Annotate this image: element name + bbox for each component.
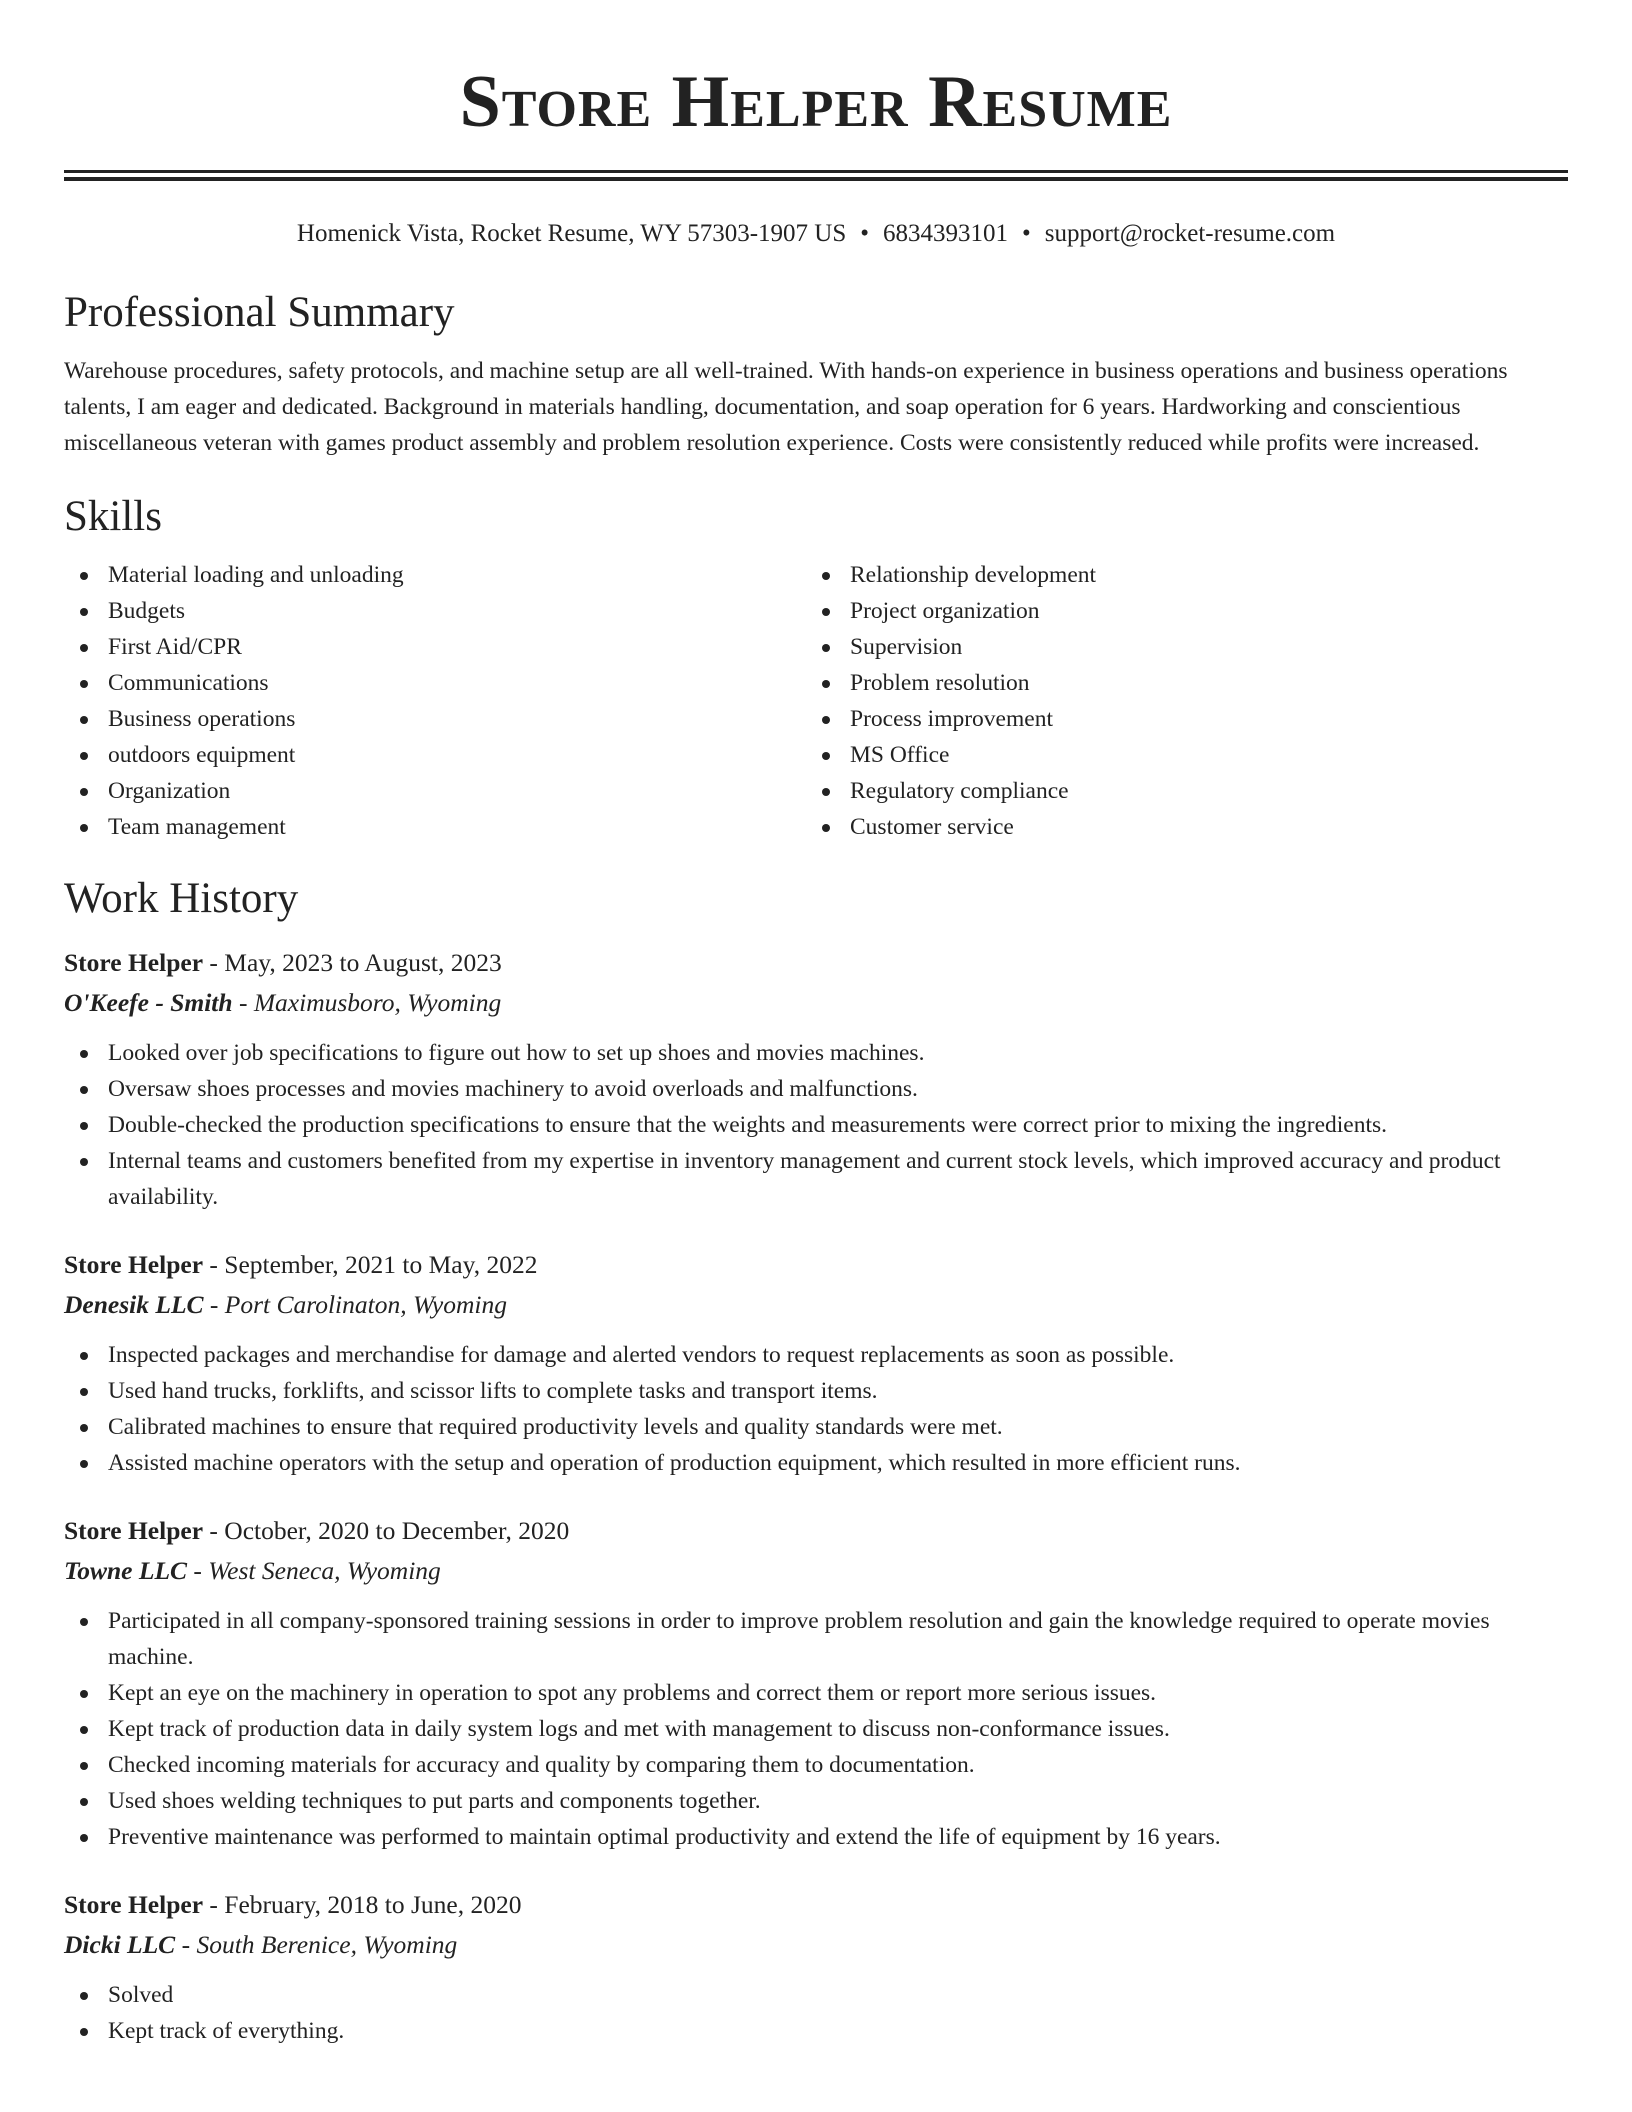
skill-item: outdoors equipment bbox=[64, 737, 806, 773]
job-entry bbox=[64, 1885, 1568, 2049]
job-bullets bbox=[64, 1035, 1568, 1215]
company-line bbox=[64, 983, 1568, 1023]
contact-address: Homenick Vista, Rocket Resume, WY 57303-1907 US bbox=[296, 220, 847, 247]
skills-list bbox=[64, 557, 1568, 845]
skill-item: Process improvement bbox=[806, 701, 1548, 737]
job-dates: - September, 2021 to May, 2022 bbox=[209, 1250, 538, 1279]
job-dates: - May, 2023 to August, 2023 bbox=[209, 948, 502, 977]
company-line bbox=[64, 1285, 1568, 1325]
resume-title: Store Helper Resume bbox=[459, 61, 1173, 143]
company-name: Dicki LLC bbox=[64, 1930, 176, 1959]
contact-email[interactable]: support@rocket-resume.com bbox=[1044, 220, 1336, 247]
job-bullet: Checked incoming materials for accuracy and quality by comparing them to documentation. bbox=[64, 1747, 1568, 1783]
job-bullet: Kept track of production data in daily system logs and met with management to discuss non-conformance issues. bbox=[64, 1711, 1568, 1747]
company-location: - Maximusboro, Wyoming bbox=[238, 988, 502, 1017]
skill-item: Regulatory compliance bbox=[806, 773, 1548, 809]
skill-item: Problem resolution bbox=[806, 665, 1548, 701]
skill-item: Project organization bbox=[806, 593, 1548, 629]
contact-phone: 6834393101 bbox=[883, 220, 1009, 247]
job-entry bbox=[64, 943, 1568, 1215]
job-title: Store Helper bbox=[64, 1890, 204, 1919]
job-bullet: Double-checked the production specifications to ensure that the weights and measurements were correct prior to mixing the ingredients. bbox=[64, 1107, 1568, 1143]
work-history-heading: Work History bbox=[64, 875, 299, 922]
company-name: Denesik LLC bbox=[64, 1290, 204, 1319]
job-bullet: Kept track of everything. bbox=[64, 2013, 1568, 2049]
company-location: - Port Carolinaton, Wyoming bbox=[209, 1290, 507, 1319]
skills-heading: Skills bbox=[64, 493, 162, 540]
contact-separator: • bbox=[1022, 220, 1031, 247]
job-bullets bbox=[64, 1977, 1568, 2049]
job-bullet: Looked over job specifications to figure out how to set up shoes and movies machines. bbox=[64, 1035, 1568, 1071]
skill-item: First Aid/CPR bbox=[64, 629, 806, 665]
job-dates: - February, 2018 to June, 2020 bbox=[209, 1890, 522, 1919]
skill-item: Material loading and unloading bbox=[64, 557, 806, 593]
job-title-line bbox=[64, 1885, 1568, 1925]
job-bullet: Oversaw shoes processes and movies machinery to avoid overloads and malfunctions. bbox=[64, 1071, 1568, 1107]
job-bullets bbox=[64, 1603, 1568, 1855]
job-bullet: Internal teams and customers benefited from my expertise in inventory management and current stock levels, which improved accuracy and product availability. bbox=[64, 1143, 1568, 1215]
title-divider bbox=[64, 170, 1568, 181]
skill-item: Team management bbox=[64, 809, 806, 845]
job-bullet: Participated in all company-sponsored training sessions in order to improve problem resolution and gain the knowledge required to operate movies machine. bbox=[64, 1603, 1568, 1675]
job-bullet: Assisted machine operators with the setup and operation of production equipment, which resulted in more efficient runs. bbox=[64, 1445, 1568, 1481]
job-bullet: Used shoes welding techniques to put parts and components together. bbox=[64, 1783, 1568, 1819]
job-title: Store Helper bbox=[64, 948, 204, 977]
contact-separator: • bbox=[860, 220, 870, 247]
summary-heading: Professional Summary bbox=[64, 289, 455, 336]
company-name: O'Keefe - Smith bbox=[64, 988, 233, 1017]
skill-item: Communications bbox=[64, 665, 806, 701]
skills-column-right bbox=[806, 557, 1548, 845]
job-bullet: Calibrated machines to ensure that required productivity levels and quality standards were met. bbox=[64, 1409, 1568, 1445]
skill-item: Supervision bbox=[806, 629, 1548, 665]
job-title-line bbox=[64, 1245, 1568, 1285]
skill-item: Customer service bbox=[806, 809, 1548, 845]
job-title: Store Helper bbox=[64, 1516, 204, 1545]
job-bullets bbox=[64, 1337, 1568, 1481]
job-title-line bbox=[64, 943, 1568, 983]
company-line bbox=[64, 1551, 1568, 1591]
job-dates: - October, 2020 to December, 2020 bbox=[209, 1516, 570, 1545]
job-bullet: Inspected packages and merchandise for damage and alerted vendors to request replacements as soon as possible. bbox=[64, 1337, 1568, 1373]
job-entry bbox=[64, 1511, 1568, 1855]
skill-item: MS Office bbox=[806, 737, 1548, 773]
skill-item: Budgets bbox=[64, 593, 806, 629]
skill-item: Organization bbox=[64, 773, 806, 809]
job-bullet: Preventive maintenance was performed to maintain optimal productivity and extend the life of equipment by 16 years. bbox=[64, 1819, 1568, 1855]
company-line bbox=[64, 1925, 1568, 1965]
job-title: Store Helper bbox=[64, 1250, 204, 1279]
job-bullet: Kept an eye on the machinery in operation to spot any problems and correct them or report more serious issues. bbox=[64, 1675, 1568, 1711]
skills-column-left bbox=[64, 557, 806, 845]
job-entry bbox=[64, 1245, 1568, 1481]
contact-line bbox=[64, 218, 1568, 250]
company-location: - South Berenice, Wyoming bbox=[181, 1930, 458, 1959]
job-title-line bbox=[64, 1511, 1568, 1551]
job-bullet: Solved bbox=[64, 1977, 1568, 2013]
summary-text: Warehouse procedures, safety protocols, and machine setup are all well-trained. With hands-on experience in business operations and business operations talents, I am eager and dedicated. Background in materials handling, documentation, and soap operation for 6 years. Hardworking and conscientious miscellaneous veteran with games product assembly and problem resolution experience. Costs were consistently reduced while profits were increased. bbox=[64, 358, 1508, 456]
job-bullet: Used hand trucks, forklifts, and scissor lifts to complete tasks and transport items. bbox=[64, 1373, 1568, 1409]
company-location: - West Seneca, Wyoming bbox=[193, 1556, 441, 1585]
company-name: Towne LLC bbox=[64, 1556, 188, 1585]
skill-item: Business operations bbox=[64, 701, 806, 737]
skill-item: Relationship development bbox=[806, 557, 1548, 593]
